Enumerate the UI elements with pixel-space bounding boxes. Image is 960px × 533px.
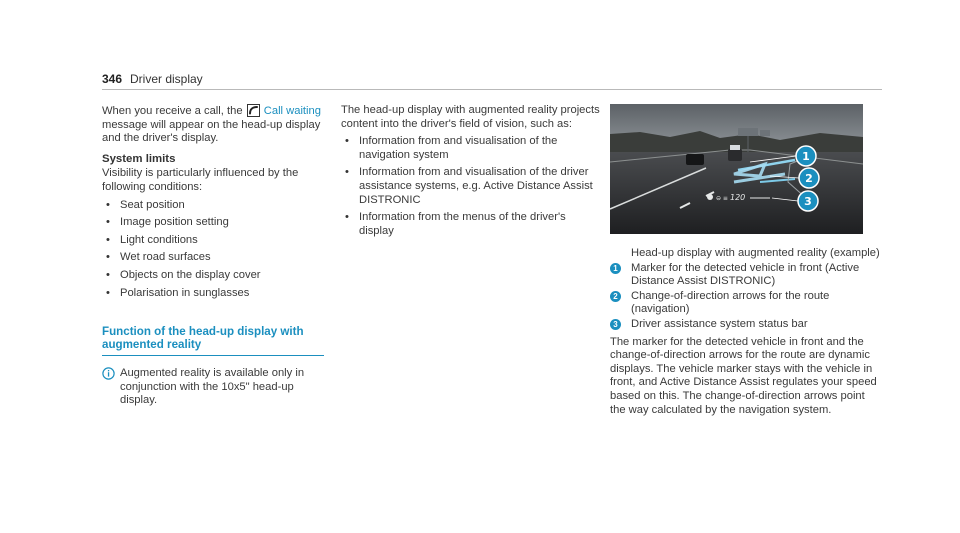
hud-intro: The head-up display with augmented reality projects content into the driver's field of vision, such as: — [341, 104, 600, 130]
callout-1-label: 1 — [802, 150, 810, 163]
list-item: • Wet road surfaces — [102, 251, 332, 265]
list-item: • Seat position — [102, 199, 332, 213]
list-item: • Image position setting — [102, 216, 332, 230]
hud-road-scene — [610, 104, 863, 234]
limits-list — [102, 199, 332, 301]
legend-text: Change-of-direction arrows for the route (navigation) — [631, 289, 830, 316]
running-title: Driver display — [130, 72, 203, 86]
hud-photo — [610, 104, 863, 234]
hud-status-icons: ⊖ ≡ — [716, 195, 728, 202]
legend-item — [610, 262, 882, 289]
page-header — [102, 72, 882, 92]
hud-speed: 120 — [730, 193, 746, 202]
column-left — [102, 104, 332, 408]
section-title: Function of the head-up display with augmented reality — [102, 325, 304, 352]
system-limits-heading: System limits — [102, 152, 176, 165]
page-number: 346 — [102, 72, 123, 86]
hud-content-list — [341, 135, 603, 238]
call-waiting-label: Call waiting — [263, 105, 321, 117]
limits-intro: Visibility is particularly influenced by the following conditions: — [102, 167, 299, 193]
list-item: • Information from and visualisation of the navigation system — [341, 135, 603, 162]
call-intro: When you receive a call, the Call waiting message will appear on the head-up display and the driver's display. — [102, 105, 321, 145]
list-item: • Objects on the display cover — [102, 269, 332, 283]
callout-2-label: 2 — [805, 172, 813, 185]
legend-number-3: 3 — [610, 319, 621, 330]
column-right — [610, 104, 882, 417]
legend-item — [610, 318, 882, 332]
list-item: • Information from and visualisation of the driver assistance systems, e.g. Active Distance Assist DISTRONIC — [341, 166, 603, 207]
header-rule — [102, 89, 882, 90]
info-icon — [102, 367, 115, 380]
legend-text: Driver assistance system status bar — [631, 317, 808, 330]
figure-summary: The marker for the detected vehicle in front and the change-of-direction arrows for the route are dynamic displays. The vehicle marker stays with the vehicle in front, and Active Distance Assist regulates your speed based on this. The change-of-direction arrows point the way calculated by the navigation system. — [610, 335, 877, 416]
list-item: • Polarisation in sunglasses — [102, 287, 332, 301]
callout-3-label: 3 — [804, 195, 812, 208]
list-item: • Information from the menus of the driver's display — [341, 211, 603, 238]
note — [102, 367, 332, 408]
legend-number-2: 2 — [610, 291, 621, 302]
legend-number-1: 1 — [610, 263, 621, 274]
phone-handset-icon — [247, 104, 260, 117]
column-middle — [341, 104, 603, 242]
section-rule — [102, 355, 324, 356]
figure-caption: Head-up display with augmented reality (example) — [631, 247, 880, 259]
legend-text: Marker for the detected vehicle in front (Active Distance Assist DISTRONIC) — [631, 261, 860, 288]
list-item: • Light conditions — [102, 234, 332, 248]
note-text: Augmented reality is available only in conjunction with the 10x5" head-up display. — [120, 367, 305, 407]
legend-item — [610, 290, 882, 317]
